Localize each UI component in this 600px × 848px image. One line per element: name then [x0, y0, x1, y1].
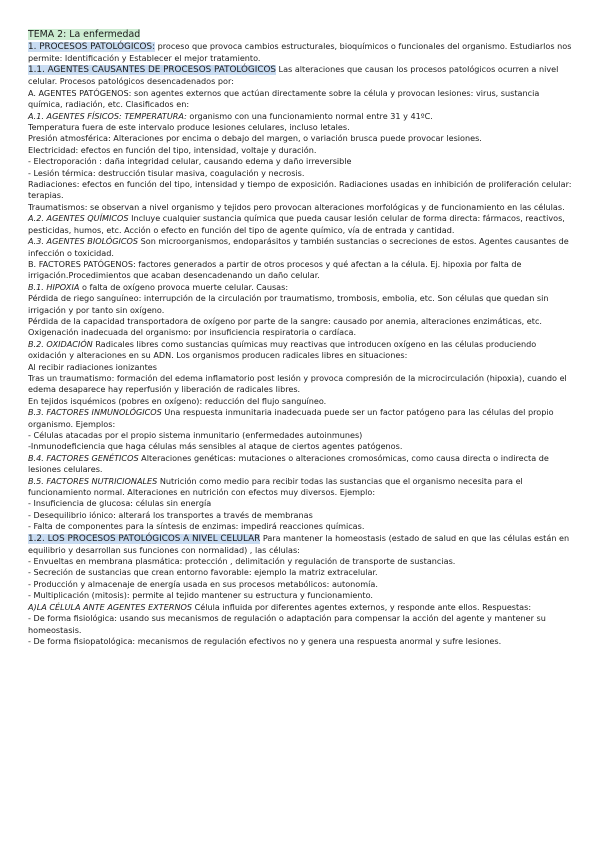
b1-line: Pérdida de riego sanguíneo: interrupción de la circulación por traumatismo, trombosis, embolia, etc. Son células que quedan sin irrigación y por tanto sin oxígeno. — [28, 293, 549, 315]
b2-line: Tras un traumatismo: formación del edema inflamatorio post lesión y provoca compresión de la microcirculación (hipoxia), cuando el edema desaparece hay reperfusión y liberación de radicales libres. — [28, 372, 567, 395]
s12-line: - Envueltas en membrana plasmática: protección , delimitación y regulación de transporte de sustancias. — [28, 556, 456, 567]
b3-heading: B.3. FACTORES INMUNOLÓGICOS — [28, 407, 162, 418]
celula-agentes-heading: A)LA CÉLULA ANTE AGENTES EXTERNOS — [28, 601, 193, 612]
b5-paragraph: B.5. FACTORES NUTRICIONALES Nutrición como medio para recibir todas las sustancias que el organismo necesita para el funcionamiento normal. Alteraciones en nutrición con efectos muy diversos. Ejemplo: — [28, 475, 523, 498]
b2-line: En tejidos isquémicos (pobres en oxígeno): reducción del flujo sanguíneo. — [28, 395, 327, 406]
s12-line: - Secreción de sustancias que crean entorno favorable: ejemplo la matriz extracelular. — [28, 567, 378, 578]
section-1-2: 1.2. LOS PROCESOS PATOLÓGICOS A NIVEL CELULAR Para mantener la homeostasis (estado de salud en que las células están en equilibrio y desarrollan sus funciones con normalidad) , las células: — [28, 532, 570, 555]
b4-paragraph: B.4. FACTORES GENÉTICOS Alteraciones genéticas: mutaciones o alteraciones cromosómicas, como causa directa o indirecta de lesiones celulares. — [28, 452, 549, 475]
a1-line: - Lesión térmica: destrucción tisular masiva, coagulación y necrosis. — [28, 167, 305, 178]
a3-paragraph: A.3. AGENTES BIOLÓGICOS Son microorganismos, endoparásitos y también sustancias o secreciones de estos. Agentes causantes de infección o toxicidad. — [28, 236, 569, 258]
b4-heading: B.4. FACTORES GENÉTICOS — [28, 452, 139, 463]
section-1-1-heading: 1.1. AGENTES CAUSANTES DE PROCESOS PATOLÓGICOS — [28, 65, 276, 76]
a3-heading: A.3. AGENTES BIOLÓGICOS — [28, 236, 139, 247]
celula-agentes-line: - De forma fisiopatológica: mecanismos de regulación efectivos no y genera una respuesta anormal y sufre lesiones. — [28, 635, 502, 646]
b1-line: Pérdida de la capacidad transportadora de oxígeno por parte de la sangre: causado por anemia, alteraciones enzimáticas, etc. — [28, 315, 542, 326]
celula-agentes-line: - De forma fisiológica: usando sus mecanismos de regulación o adaptación para compensar la acción del agente y mantener su homeostasis. — [28, 613, 546, 635]
doc-title: TEMA 2: La enfermedad — [28, 29, 141, 40]
b2-line: Al recibir radiaciones ionizantes — [28, 361, 157, 372]
factores-patogenos: B. FACTORES PATÓGENOS: factores generados a partir de otros procesos y qué afectan a la célula. Ej. hipoxia por falta de irrigación.Procedimientos que acaban desencadenando un daño celular. — [28, 258, 522, 281]
a1-line: Presión atmosférica: Alteraciones por encima o debajo del margen, o variación brusca puede provocar lesiones. — [28, 133, 482, 144]
b2-paragraph: B.2. OXIDACIÓN Radicales libres como sustancias químicas muy reactivas que introducen oxígeno en las células produciendo oxidación y alteraciones en su ADN. Los organismos producen radicales libres en situaciones: — [28, 338, 537, 361]
a1-line: Temperatura fuera de este intervalo produce lesiones celulares, incluso letales. — [28, 122, 350, 133]
s12-line: - Producción y almacenaje de energía usada en sus procesos metabólicos: autonomía. — [28, 578, 378, 589]
a2-heading: A.2. AGENTES QUÍMICOS — [28, 213, 129, 224]
a1-line: - Electroporación : daña integridad celular, causando edema y daño irreversible — [28, 156, 352, 167]
a1-paragraph: A.1. AGENTES FÍSICOS: TEMPERATURA: organismo con una funcionamiento normal entre 31 y 41ºC. — [28, 110, 433, 121]
b3-line: -Inmunodeficiencia que haga células más sensibles al ataque de ciertos agentes patógenos. — [28, 441, 403, 452]
b1-line: Oxigenación inadecuada del organismo: por insuficiencia respiratoria o cardíaca. — [28, 327, 357, 338]
celula-agentes-paragraph: A)LA CÉLULA ANTE AGENTES EXTERNOS Célula influida por diferentes agentes externos, y responde ante ellos. Respuestas: — [28, 601, 532, 612]
b5-line: - Falta de componentes para la síntesis de enzimas: impedirá reacciones químicas. — [28, 521, 365, 532]
section-1-1: 1.1. AGENTES CAUSANTES DE PROCESOS PATOLÓGICOS Las alteraciones que causan los procesos patológicos ocurren a nivel celular. Procesos patológicos desencadenados por: — [28, 64, 559, 87]
a1-line: Radiaciones: efectos en función del tipo, intensidad y tiempo de exposición. Radiaciones usadas en inhibición de proliferación celular: terapias. — [28, 179, 572, 201]
b5-heading: B.5. FACTORES NUTRICIONALES — [28, 475, 158, 486]
b5-line: - Desequilibrio iónico: alterará los transportes a través de membranas — [28, 509, 313, 520]
b3-paragraph: B.3. FACTORES INMUNOLÓGICOS Una respuesta inmunitaria inadecuada puede ser un factor patógeno para las células del propio organismo. Ejemplos: — [28, 407, 554, 429]
section-1-heading: 1. PROCESOS PATOLÓGICOS: — [28, 42, 156, 52]
section-1-2-heading: 1.2. LOS PROCESOS PATOLÓGICOS A NIVEL CELULAR — [28, 533, 261, 544]
b1-heading: B.1. HIPOXIA — [28, 281, 80, 292]
b5-line: - Insuficiencia de glucosa: células sin energía — [28, 498, 212, 509]
a1-line: Electricidad: efectos en función del tipo, intensidad, voltaje y duración. — [28, 144, 317, 155]
section-1: 1. PROCESOS PATOLÓGICOS: proceso que provoca cambios estructurales, bioquímicos o funcionales del organismo. Estudiarlos nos permite: Identificación y Establecer el mejor tratamiento. — [28, 41, 572, 63]
a1-heading: A.1. AGENTES FÍSICOS: TEMPERATURA: — [28, 110, 187, 121]
a2-paragraph: A.2. AGENTES QUÍMICOS Incluye cualquier sustancia química que pueda causar lesión celular de forma directa: fármacos, reactivos, pesticidas, humos, etc. Acción o efecto en función del tipo de agente químico, vía de entrada y cantidad. — [28, 213, 565, 235]
s12-line: - Multiplicación (mitosis): permite al tejido mantener su estructura y funcionamiento. — [28, 590, 373, 601]
b2-heading: B.2. OXIDACIÓN — [28, 338, 93, 349]
agentes-patogenos: A. AGENTES PATÓGENOS: son agentes externos que actúan directamente sobre la célula y provocan lesiones: virus, sustancia química, radiación, etc. Clasificados en: — [28, 87, 540, 110]
b3-line: - Células atacadas por el propio sistema inmunitario (enfermedades autoinmunes) — [28, 430, 363, 440]
b1-paragraph: B.1. HIPOXIA o falta de oxígeno provoca muerte celular. Causas: — [28, 281, 289, 292]
a1-line: Traumatismos: se observan a nivel organismo y tejidos pero provocan alteraciones morfológicas y de funcionamiento en las células. — [28, 201, 565, 212]
